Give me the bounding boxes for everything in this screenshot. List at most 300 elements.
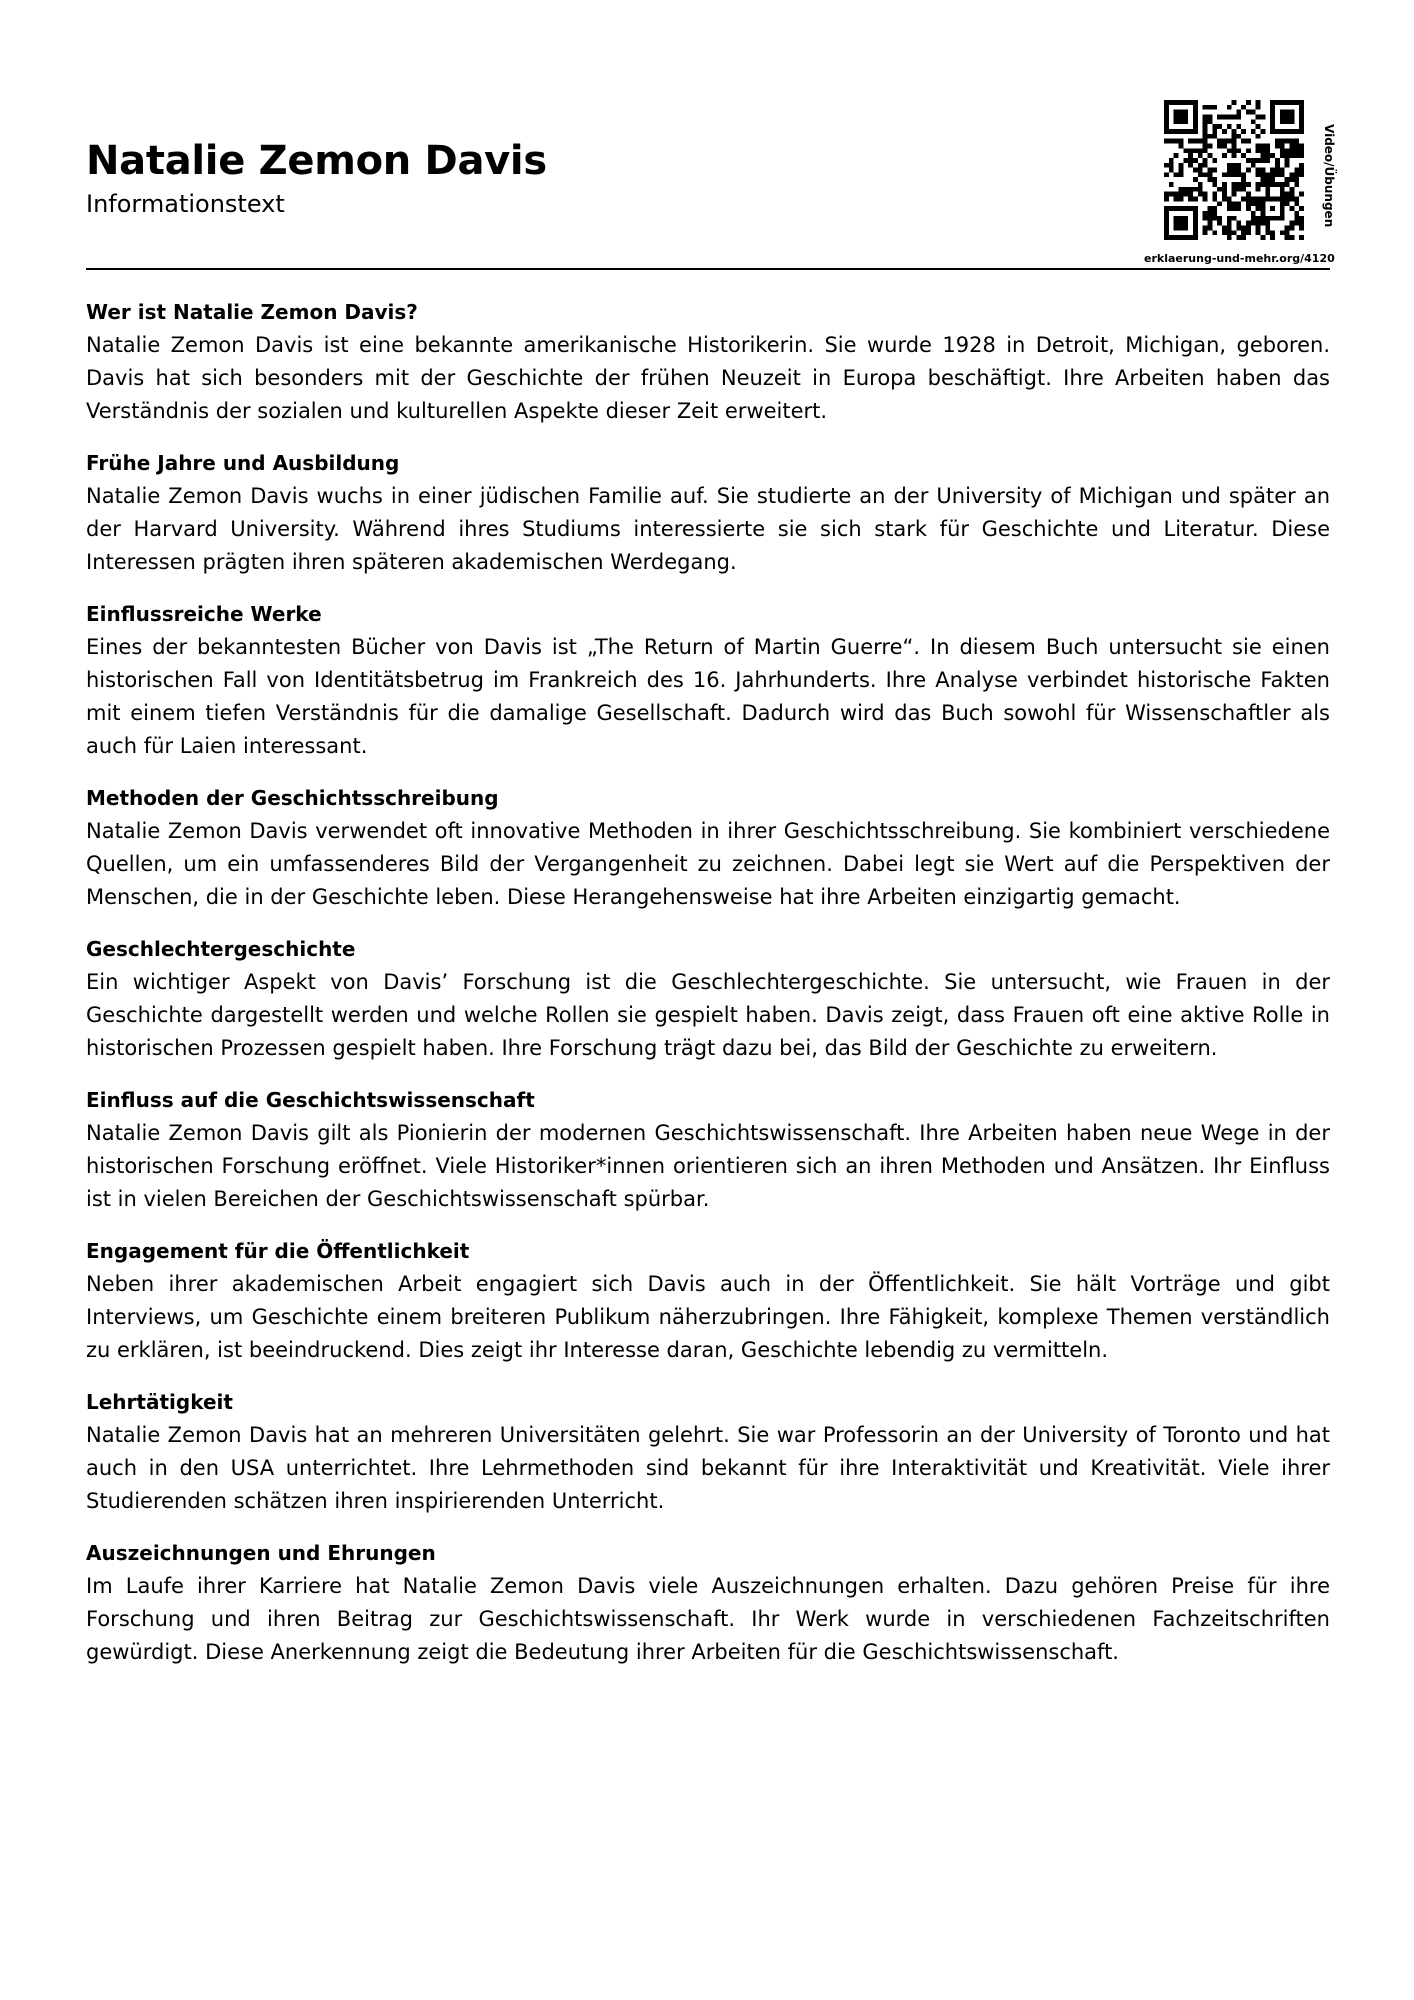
section-works	[86, 598, 1330, 763]
qr-module	[1280, 187, 1285, 192]
qr-module	[1241, 105, 1246, 110]
qr-module	[1280, 139, 1285, 144]
qr-module	[1203, 197, 1208, 202]
qr-module	[1270, 182, 1275, 187]
qr-module	[1285, 110, 1290, 115]
qr-module	[1290, 139, 1295, 144]
qr-module	[1265, 143, 1270, 148]
qr-module	[1246, 182, 1251, 187]
qr-module	[1198, 168, 1203, 173]
qr-module	[1203, 105, 1208, 110]
qr-module	[1256, 124, 1261, 129]
qr-module	[1280, 168, 1285, 173]
qr-module	[1241, 187, 1246, 192]
qr-module	[1169, 168, 1174, 173]
qr-module	[1246, 168, 1251, 173]
qr-module	[1164, 211, 1169, 216]
qr-module	[1270, 172, 1275, 177]
header-divider	[86, 268, 1330, 270]
qr-module	[1236, 201, 1241, 206]
qr-module	[1256, 134, 1261, 139]
qr-module	[1193, 230, 1198, 235]
qr-module	[1183, 100, 1188, 105]
qr-module	[1256, 221, 1261, 226]
qr-module	[1270, 100, 1275, 105]
qr-module	[1178, 216, 1183, 221]
qr-module	[1290, 119, 1295, 124]
qr-module	[1290, 177, 1295, 182]
qr-module	[1174, 221, 1179, 226]
qr-module	[1222, 230, 1227, 235]
qr-module	[1174, 216, 1179, 221]
qr-module	[1212, 206, 1217, 211]
qr-module	[1299, 216, 1304, 221]
qr-module	[1217, 143, 1222, 148]
qr-module	[1285, 158, 1290, 163]
section-heading: Frühe Jahre und Ausbildung	[86, 451, 400, 475]
qr-module	[1207, 119, 1212, 124]
qr-module	[1217, 187, 1222, 192]
qr-module	[1207, 114, 1212, 119]
qr-module	[1203, 148, 1208, 153]
qr-module	[1169, 182, 1174, 187]
qr-module	[1290, 221, 1295, 226]
section-heading: Einfluss auf die Geschichtswissenschaft	[86, 1088, 535, 1112]
qr-module	[1261, 114, 1266, 119]
qr-module	[1174, 172, 1179, 177]
qr-module	[1164, 105, 1169, 110]
qr-module	[1178, 163, 1183, 168]
qr-module	[1188, 187, 1193, 192]
qr-module	[1232, 206, 1237, 211]
qr-module	[1164, 129, 1169, 134]
qr-module	[1241, 153, 1246, 158]
qr-module	[1183, 114, 1188, 119]
qr-module	[1285, 197, 1290, 202]
qr-module	[1193, 206, 1198, 211]
qr-module	[1270, 105, 1275, 110]
qr-module	[1227, 168, 1232, 173]
qr-module	[1227, 226, 1232, 231]
qr-module	[1174, 153, 1179, 158]
qr-module	[1207, 153, 1212, 158]
qr-module	[1178, 187, 1183, 192]
qr-module	[1280, 114, 1285, 119]
qr-module	[1285, 163, 1290, 168]
qr-module	[1188, 148, 1193, 153]
qr-module	[1232, 114, 1237, 119]
qr-module	[1164, 139, 1169, 144]
qr-module	[1275, 143, 1280, 148]
qr-module	[1290, 110, 1295, 115]
qr-module	[1174, 192, 1179, 197]
qr-module	[1193, 148, 1198, 153]
qr-module	[1270, 110, 1275, 115]
qr-module	[1232, 163, 1237, 168]
qr-module	[1241, 235, 1246, 240]
qr-module	[1227, 105, 1232, 110]
qr-module	[1294, 148, 1299, 153]
qr-module	[1299, 110, 1304, 115]
qr-module	[1236, 221, 1241, 226]
qr-module	[1290, 143, 1295, 148]
qr-module	[1164, 192, 1169, 197]
qr-module	[1294, 197, 1299, 202]
qr-module	[1299, 124, 1304, 129]
qr-module	[1174, 129, 1179, 134]
qr-module	[1299, 192, 1304, 197]
qr-module	[1280, 119, 1285, 124]
qr-module	[1275, 168, 1280, 173]
qr-module	[1280, 148, 1285, 153]
qr-module	[1294, 177, 1299, 182]
qr-module	[1227, 216, 1232, 221]
qr-module	[1261, 129, 1266, 134]
qr-module	[1188, 139, 1193, 144]
qr-module	[1212, 216, 1217, 221]
section-body: Natalie Zemon Davis verwendet oft innovative Methoden in ihrer Geschichtsschreibung. Sie kombiniert verschiedene Quellen, um ein umfassenderes Bild der Vergangenheit zu zeichnen. Dabei legt sie Wert auf die Perspektiven der Menschen, die in der Geschichte leben. Diese Herangehensweise hat ihre Arbeiten einzigartig gemacht.	[86, 819, 1330, 909]
qr-module	[1203, 163, 1208, 168]
qr-module	[1203, 143, 1208, 148]
qr-module	[1246, 201, 1251, 206]
qr-module	[1222, 129, 1227, 134]
qr-module	[1207, 143, 1212, 148]
qr-module	[1265, 221, 1270, 226]
qr-module	[1294, 201, 1299, 206]
qr-module	[1222, 153, 1227, 158]
qr-module	[1232, 129, 1237, 134]
qr-module	[1164, 124, 1169, 129]
section-body: Natalie Zemon Davis wuchs in einer jüdischen Familie auf. Sie studierte an der University of Michigan und später an der Harvard University. Während ihres Studiums interessierte sie sich stark für Geschichte und Literatur. Diese Interessen prägten ihren späteren akademischen Werdegang.	[86, 484, 1330, 574]
qr-module	[1280, 110, 1285, 115]
qr-module	[1256, 182, 1261, 187]
qr-module	[1183, 110, 1188, 115]
qr-module	[1294, 182, 1299, 187]
qr-module	[1261, 143, 1266, 148]
qr-module	[1178, 110, 1183, 115]
document-header	[86, 100, 1336, 270]
qr-module	[1256, 158, 1261, 163]
qr-module	[1261, 153, 1266, 158]
qr-module	[1174, 119, 1179, 124]
qr-module	[1222, 182, 1227, 187]
qr-module	[1261, 206, 1266, 211]
qr-module	[1169, 163, 1174, 168]
section-body: Natalie Zemon Davis ist eine bekannte amerikanische Historikerin. Sie wurde 1928 in Detroit, Michigan, geboren. Davis hat sich besonders mit der Geschichte der frühen Neuzeit in Europa beschäftigt. Ihre Arbeiten haben das Verständnis der sozialen und kulturellen Aspekte dieser Zeit erweitert.	[86, 333, 1330, 423]
qr-module	[1164, 163, 1169, 168]
qr-module	[1275, 182, 1280, 187]
qr-module	[1270, 129, 1275, 134]
qr-module	[1251, 129, 1256, 134]
qr-module	[1299, 221, 1304, 226]
qr-module	[1203, 129, 1208, 134]
qr-module	[1261, 216, 1266, 221]
qr-module	[1188, 158, 1193, 163]
qr-module	[1285, 114, 1290, 119]
qr-module	[1294, 100, 1299, 105]
qr-module	[1183, 206, 1188, 211]
qr-module	[1241, 182, 1246, 187]
qr-module	[1280, 129, 1285, 134]
qr-module	[1227, 124, 1232, 129]
qr-module	[1251, 163, 1256, 168]
section-heading: Auszeichnungen und Ehrungen	[86, 1541, 436, 1565]
qr-module	[1261, 177, 1266, 182]
qr-module	[1270, 235, 1275, 240]
section-body: Eines der bekanntesten Bücher von Davis ist „The Return of Martin Guerre“. In diesem Buch untersucht sie einen historischen Fall von Identitätsbetrug im Frankreich des 16. Jahrhunderts. Ihre Analyse verbindet historische Fakten mit einem tiefen Verständnis für die damalige Gesellschaft. Dadurch wird das Buch sowohl für Wissenschaftler als auch für Laien interessant.	[86, 635, 1330, 758]
qr-module	[1198, 163, 1203, 168]
qr-module	[1169, 129, 1174, 134]
qr-module	[1294, 129, 1299, 134]
qr-module	[1290, 153, 1295, 158]
qr-module	[1261, 168, 1266, 173]
qr-module	[1227, 235, 1232, 240]
qr-module	[1232, 201, 1237, 206]
qr-module	[1212, 124, 1217, 129]
section-awards	[86, 1537, 1330, 1669]
section-body: Natalie Zemon Davis gilt als Pionierin der modernen Geschichtswissenschaft. Ihre Arbeiten haben neue Wege in der historischen Forschung eröffnet. Viele Historiker*innen orientieren sich an ihren Methoden und Ansätzen. Ihr Einfluss ist in vielen Bereichen der Geschichtswissenschaft spürbar.	[86, 1121, 1330, 1211]
qr-module	[1236, 148, 1241, 153]
qr-module	[1212, 230, 1217, 235]
qr-module	[1236, 168, 1241, 173]
qr-module	[1193, 197, 1198, 202]
qr-module	[1227, 201, 1232, 206]
qr-module	[1178, 119, 1183, 124]
qr-module	[1275, 158, 1280, 163]
qr-module	[1207, 105, 1212, 110]
qr-module	[1294, 211, 1299, 216]
qr-module	[1290, 226, 1295, 231]
qr-module	[1285, 226, 1290, 231]
qr-module	[1280, 230, 1285, 235]
page-title: Natalie Zemon Davis	[86, 138, 547, 184]
qr-module	[1232, 100, 1237, 105]
qr-module	[1236, 182, 1241, 187]
qr-module	[1198, 148, 1203, 153]
qr-module	[1227, 172, 1232, 177]
qr-module	[1275, 100, 1280, 105]
section-body: Neben ihrer akademischen Arbeit engagiert sich Davis auch in der Öffentlichkeit. Sie hält Vorträge und gibt Interviews, um Geschichte einem breiteren Publikum näherzubringen. Ihre Fähigkeit, komplexe Themen verständlich zu erklären, ist beeindruckend. Dies zeigt ihr Interesse daran, Geschichte lebendig zu vermitteln.	[86, 1272, 1330, 1362]
qr-module	[1183, 216, 1188, 221]
section-heading: Methoden der Geschichtsschreibung	[86, 786, 499, 810]
qr-module	[1294, 139, 1299, 144]
qr-module	[1275, 129, 1280, 134]
qr-module	[1193, 221, 1198, 226]
qr-module	[1193, 211, 1198, 216]
qr-module	[1164, 226, 1169, 231]
qr-module	[1227, 230, 1232, 235]
qr-module	[1290, 148, 1295, 153]
qr-module	[1183, 187, 1188, 192]
qr-module	[1164, 206, 1169, 211]
qr-module	[1294, 221, 1299, 226]
qr-module	[1188, 192, 1193, 197]
qr-module	[1294, 216, 1299, 221]
section-public-engagement	[86, 1235, 1330, 1367]
qr-module	[1299, 148, 1304, 153]
qr-module	[1207, 211, 1212, 216]
qr-module	[1290, 197, 1295, 202]
qr-module	[1265, 216, 1270, 221]
qr-module	[1203, 134, 1208, 139]
qr-module	[1174, 100, 1179, 105]
qr-module	[1270, 114, 1275, 119]
qr-module	[1270, 177, 1275, 182]
qr-module	[1246, 197, 1251, 202]
qr-module	[1299, 168, 1304, 173]
article-content	[86, 296, 1330, 1688]
qr-module	[1198, 172, 1203, 177]
qr-module	[1246, 158, 1251, 163]
qr-module	[1275, 197, 1280, 202]
qr-module	[1275, 216, 1280, 221]
qr-module	[1285, 177, 1290, 182]
qr-module	[1174, 139, 1179, 144]
qr-module	[1203, 211, 1208, 216]
qr-module	[1207, 221, 1212, 226]
qr-module	[1207, 226, 1212, 231]
qr-module	[1203, 119, 1208, 124]
qr-module	[1183, 235, 1188, 240]
qr-module	[1251, 221, 1256, 226]
qr-module	[1265, 226, 1270, 231]
qr-module	[1188, 100, 1193, 105]
qr-module	[1251, 201, 1256, 206]
qr-module	[1193, 158, 1198, 163]
qr-module	[1256, 148, 1261, 153]
qr-module	[1280, 216, 1285, 221]
qr-module	[1193, 114, 1198, 119]
qr-module	[1246, 206, 1251, 211]
qr-module	[1261, 172, 1266, 177]
qr-module	[1169, 206, 1174, 211]
qr-module	[1299, 143, 1304, 148]
qr-module	[1270, 153, 1275, 158]
qr-module	[1203, 158, 1208, 163]
qr-module	[1178, 235, 1183, 240]
qr-module	[1222, 143, 1227, 148]
qr-module	[1285, 153, 1290, 158]
qr-module	[1212, 177, 1217, 182]
qr-module	[1265, 197, 1270, 202]
qr-module	[1280, 143, 1285, 148]
qr-module	[1188, 206, 1193, 211]
qr-module	[1256, 197, 1261, 202]
qr-module	[1299, 129, 1304, 134]
section-teaching	[86, 1386, 1330, 1518]
qr-module	[1178, 143, 1183, 148]
qr-module	[1232, 230, 1237, 235]
qr-module	[1193, 177, 1198, 182]
qr-module	[1193, 226, 1198, 231]
qr-module	[1217, 216, 1222, 221]
qr-module	[1290, 100, 1295, 105]
qr-module	[1193, 139, 1198, 144]
qr-module	[1169, 158, 1174, 163]
section-heading: Engagement für die Öffentlichkeit	[86, 1239, 470, 1263]
qr-module	[1193, 100, 1198, 105]
qr-url-link[interactable]: erklaerung-und-mehr.org/4120	[1144, 252, 1335, 265]
qr-module	[1294, 143, 1299, 148]
qr-module	[1222, 197, 1227, 202]
qr-module	[1203, 216, 1208, 221]
qr-module	[1270, 168, 1275, 173]
qr-module	[1178, 206, 1183, 211]
qr-module	[1193, 235, 1198, 240]
qr-module	[1212, 192, 1217, 197]
qr-module	[1236, 114, 1241, 119]
qr-module	[1285, 230, 1290, 235]
qr-module	[1188, 153, 1193, 158]
qr-module	[1265, 153, 1270, 158]
qr-module	[1256, 206, 1261, 211]
qr-module	[1294, 153, 1299, 158]
qr-module	[1227, 148, 1232, 153]
qr-module	[1183, 129, 1188, 134]
qr-module	[1203, 139, 1208, 144]
qr-module	[1203, 124, 1208, 129]
qr-module	[1232, 192, 1237, 197]
qr-module	[1198, 192, 1203, 197]
qr-module	[1193, 119, 1198, 124]
qr-code-icon[interactable]	[1164, 100, 1304, 240]
qr-module	[1270, 230, 1275, 235]
qr-module	[1198, 153, 1203, 158]
section-heading: Geschlechtergeschichte	[86, 937, 356, 961]
qr-module	[1203, 114, 1208, 119]
qr-module	[1261, 221, 1266, 226]
qr-module	[1285, 139, 1290, 144]
qr-module	[1299, 226, 1304, 231]
qr-module	[1227, 163, 1232, 168]
qr-module	[1256, 201, 1261, 206]
qr-module	[1236, 172, 1241, 177]
qr-module	[1251, 119, 1256, 124]
section-gender-history	[86, 933, 1330, 1065]
qr-module	[1203, 192, 1208, 197]
section-methods	[86, 782, 1330, 914]
qr-module	[1217, 124, 1222, 129]
qr-module	[1164, 114, 1169, 119]
qr-module	[1251, 211, 1256, 216]
qr-module	[1178, 168, 1183, 173]
qr-module	[1227, 114, 1232, 119]
qr-module	[1299, 235, 1304, 240]
qr-module	[1299, 100, 1304, 105]
qr-module	[1178, 139, 1183, 144]
qr-module	[1280, 182, 1285, 187]
qr-module	[1256, 105, 1261, 110]
qr-module	[1232, 168, 1237, 173]
qr-module	[1178, 100, 1183, 105]
qr-module	[1285, 148, 1290, 153]
qr-module	[1290, 192, 1295, 197]
qr-module	[1256, 230, 1261, 235]
qr-module	[1236, 124, 1241, 129]
qr-module	[1232, 187, 1237, 192]
qr-module	[1174, 110, 1179, 115]
qr-module	[1203, 230, 1208, 235]
qr-module	[1193, 105, 1198, 110]
qr-module	[1174, 226, 1179, 231]
qr-module	[1222, 192, 1227, 197]
qr-module	[1198, 139, 1203, 144]
qr-module	[1285, 192, 1290, 197]
qr-module	[1203, 172, 1208, 177]
qr-block[interactable]	[1144, 100, 1334, 270]
qr-module	[1285, 235, 1290, 240]
qr-module	[1169, 192, 1174, 197]
